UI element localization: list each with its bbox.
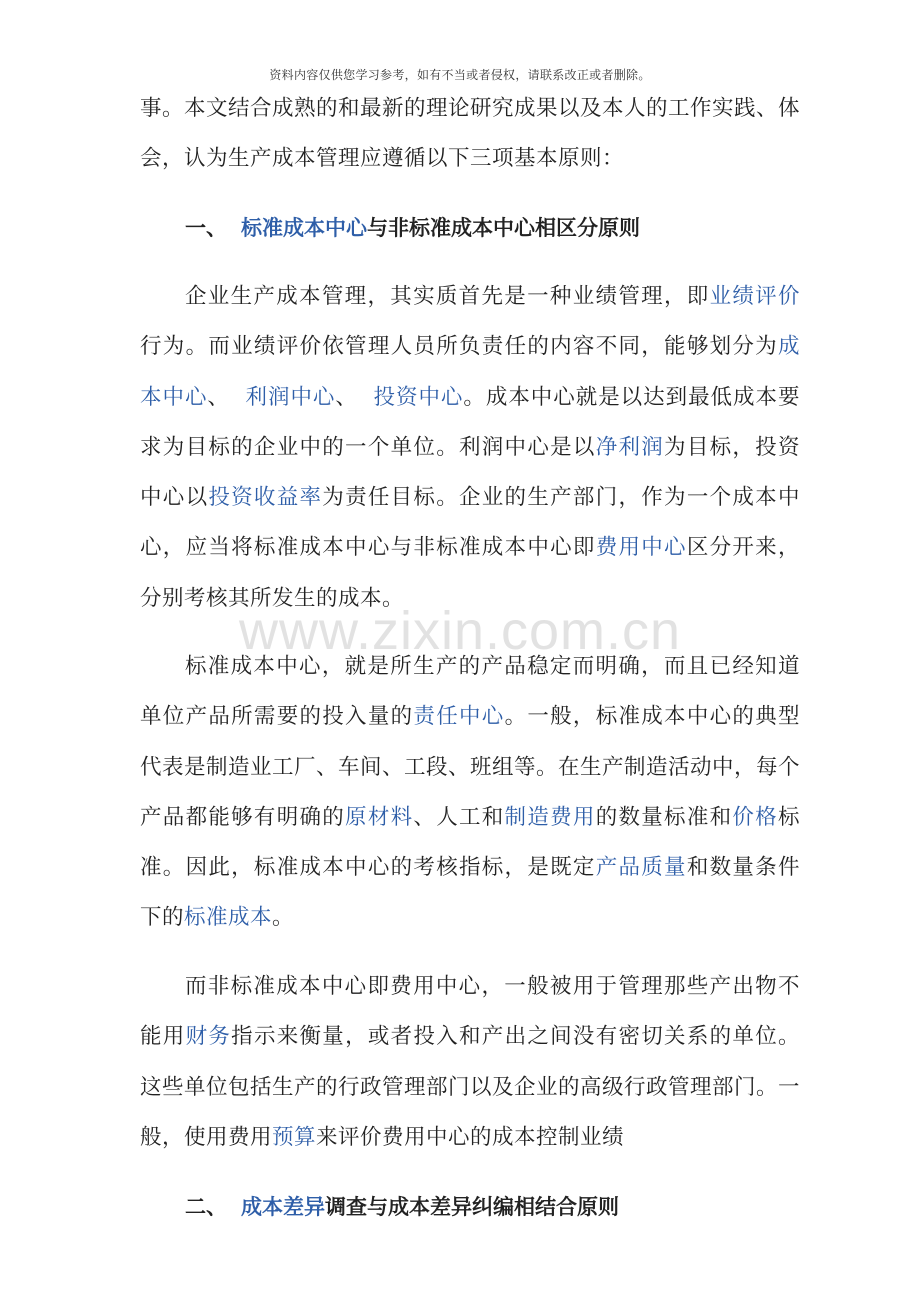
- p2-text-3: 、人工和: [413, 804, 505, 830]
- link-finance[interactable]: 财务: [185, 1024, 232, 1050]
- paragraph-1: [140, 272, 800, 624]
- p1-text-5: 。成本中心就是以达到最低成本要求为目标的企业中的一个单位。利润中心是以: [140, 384, 800, 460]
- link-product-quality[interactable]: 产品质量: [595, 855, 687, 881]
- watermark: www.zixin.com.cn: [238, 601, 682, 661]
- p1-text-4: 、: [335, 384, 358, 410]
- p2-text-5: 标准。因此，标准成本中心的考核指标，是既定: [140, 804, 800, 881]
- link-investment-center[interactable]: 投资中心: [373, 384, 464, 410]
- p3-text-2: 指示来衡量，或者投入和产出之间没有密切关系的单位。这些单位包括生产的行政管理部门以及企业的高级行政管理部门。一般，使用费用: [140, 1024, 801, 1150]
- heading-1-text: 与非标准成本中心相区分原则: [367, 216, 640, 240]
- link-standard-cost[interactable]: 标准成本: [184, 905, 273, 931]
- heading-2-text: 调查与成本差异纠编相结合原则: [325, 1195, 619, 1219]
- link-standard-cost-center[interactable]: 标准成本中心: [241, 216, 367, 240]
- link-raw-materials[interactable]: 原材料: [345, 804, 414, 830]
- p1-text-3: 、: [207, 384, 230, 410]
- link-net-profit[interactable]: 净利润: [595, 434, 665, 460]
- link-expense-center[interactable]: 费用中心: [595, 535, 687, 561]
- p1-text-1: 企业生产成本管理，其实质首先是一种业绩管理，即: [185, 284, 710, 309]
- link-responsibility-center[interactable]: 责任中心: [413, 704, 505, 730]
- intro-text: 事。本文结合成熟的和最新的理论研究成果以及本人的工作实践、体会，认为生产成本管理应遵循以下三项基本原则：: [140, 96, 801, 172]
- section-heading-2: [185, 1192, 825, 1222]
- link-cost-variance[interactable]: 成本差异: [241, 1195, 325, 1219]
- heading-1-number: 一、: [185, 216, 227, 240]
- intro-paragraph: [140, 84, 800, 185]
- p2-text-6: 和数量条件下的: [140, 855, 800, 931]
- p1-text-7: 为责任目标。企业的生产部门，作为一个成本中心，应当将标准成本中心与非标准成本中心即: [140, 485, 800, 561]
- link-price[interactable]: 价格: [732, 804, 778, 830]
- p2-text-7: 。: [272, 905, 295, 931]
- link-performance-evaluation[interactable]: 业绩评价: [709, 284, 800, 309]
- disclaimer-header: 资料内容仅供您学习参考，如有不当或者侵权，请联系改正或者删除。: [269, 68, 651, 82]
- p2-text-2: 。一般，标准成本中心的典型代表是制造业工厂、车间、工段、班组等。在生产制造活动中，每个产品都能够有明确的: [140, 704, 801, 830]
- link-cost-center[interactable]: 成本中心: [140, 334, 800, 410]
- link-profit-center[interactable]: 利润中心: [245, 384, 336, 410]
- p2-text-4: 的数量标准和: [595, 804, 733, 830]
- link-budget[interactable]: 预算: [272, 1124, 317, 1150]
- heading-2-number: 二、: [185, 1195, 227, 1219]
- paragraph-3: [140, 962, 800, 1163]
- link-return-on-investment[interactable]: 投资收益率: [208, 485, 323, 511]
- p3-text-3: 来评价费用中心的成本控制业绩: [316, 1124, 625, 1150]
- paragraph-2: [140, 642, 800, 944]
- p1-text-8: 区分开来，分别考核其所发生的成本。: [140, 535, 800, 611]
- p1-text-6: 为目标，投资中心以: [140, 434, 800, 511]
- p3-text-1: 而非标准成本中心即费用中心，一般被用于管理那些产出物不能用: [140, 974, 800, 1050]
- p1-text-2: 行为。而业绩评价依管理人员所负责任的内容不同，能够划分为: [140, 334, 778, 360]
- link-manufacturing-overhead[interactable]: 制造费用: [504, 804, 596, 830]
- p2-text-1: 标准成本中心，就是所生产的产品稳定而明确，而且已经知道单位产品所需要的投入量的: [140, 654, 800, 730]
- section-heading-1: [185, 213, 825, 243]
